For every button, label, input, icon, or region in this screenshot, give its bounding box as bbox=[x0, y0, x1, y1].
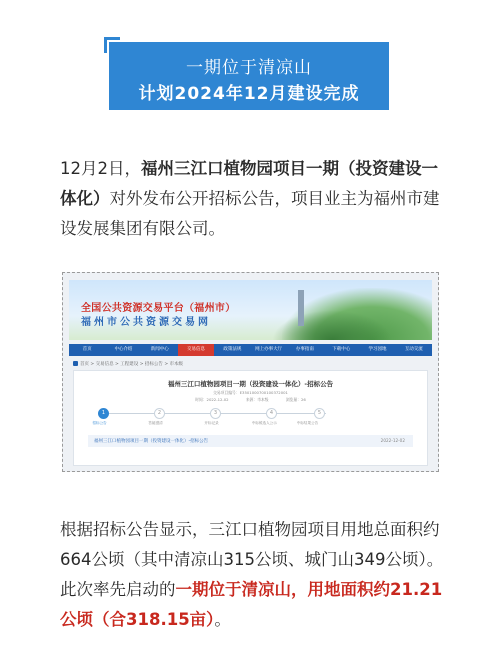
meta-source: 来源：市本级 bbox=[245, 397, 269, 402]
embedded-screenshot bbox=[62, 272, 439, 472]
corner-decoration bbox=[104, 37, 120, 53]
notice-title: 福州三江口植物园项目一期（投资建设一体化）-招标公告 bbox=[167, 380, 334, 388]
step-dot[interactable]: 5 bbox=[314, 408, 325, 419]
meta-views: 浏览量：26 bbox=[285, 397, 306, 402]
site-banner bbox=[69, 280, 432, 340]
hill-graphic bbox=[272, 310, 392, 340]
hero-banner bbox=[109, 42, 389, 110]
nav-item[interactable]: 新闻中心 bbox=[150, 347, 169, 352]
nav-item[interactable]: 下载中心 bbox=[332, 347, 351, 352]
nav-item-active[interactable]: 交易信息 bbox=[178, 344, 214, 356]
notice-row-title[interactable]: 福州三江口植物园项目一期（投资建设一体化）-招标公告 bbox=[94, 439, 209, 444]
site-nav bbox=[69, 344, 432, 356]
paragraph-1 bbox=[60, 154, 445, 244]
notice-card bbox=[73, 370, 428, 466]
nav-item[interactable]: 网上办事大厅 bbox=[255, 347, 283, 352]
nav-item[interactable]: 办事指南 bbox=[295, 347, 314, 352]
hero-line-1: 一期位于清凉山 bbox=[186, 58, 312, 78]
nav-item[interactable]: 中心介绍 bbox=[114, 347, 133, 352]
nav-item[interactable]: 学习园地 bbox=[368, 347, 387, 352]
step-dot[interactable]: 3 bbox=[210, 408, 221, 419]
step-dot[interactable]: 2 bbox=[154, 408, 165, 419]
para1-date: 12月2日， bbox=[60, 159, 141, 178]
step-label: 招标公告 bbox=[92, 421, 107, 425]
nav-item[interactable]: 互动交流 bbox=[404, 347, 423, 352]
para2-text: 根据招标公告显示，三江口植物园项目用地总面积约664公顷（其中清凉山315公顷、城门山349公顷）。此次率先启动的 bbox=[60, 520, 444, 599]
notice-row-date: 2022-12-02 bbox=[380, 438, 405, 443]
paragraph-2 bbox=[60, 515, 445, 635]
home-icon[interactable] bbox=[73, 361, 78, 366]
step-label: 开标记录 bbox=[204, 421, 219, 425]
step-label: 中标结果公告 bbox=[296, 421, 319, 425]
para2-highlight: 一期位于清凉山，用地面积约21.21公顷（合318.15亩） bbox=[60, 580, 443, 629]
step-dot[interactable]: 4 bbox=[266, 408, 277, 419]
breadcrumb-text[interactable]: 首页 > 交易信息 > 工程建设 > 招标公告 > 市本级 bbox=[80, 362, 184, 367]
nav-item[interactable]: 政策法规 bbox=[223, 347, 242, 352]
step-dot[interactable]: 1 bbox=[98, 408, 109, 419]
meta-time: 时间：2022-12-02 bbox=[195, 397, 229, 402]
banner-title: 全国公共资源交易平台（福州市） bbox=[81, 303, 236, 314]
para1-rest: 对外发布公开招标公告，项目业主为福州市建设发展集团有限公司。 bbox=[60, 189, 440, 238]
para1-project-name: 福州三江口植物园项目一期（投资建设一体化） bbox=[60, 159, 438, 208]
step-label: 中标候选人公示 bbox=[251, 421, 277, 425]
notice-row[interactable] bbox=[88, 435, 413, 447]
para2-end: 。 bbox=[214, 610, 231, 629]
banner-subtitle: 福州市公共资源交易网 bbox=[81, 317, 211, 328]
project-number: 交易项目编号：E3501000700100372001 bbox=[213, 390, 288, 395]
nav-item[interactable]: 首页 bbox=[82, 347, 92, 352]
notice-meta bbox=[74, 397, 427, 403]
progress-steps bbox=[92, 407, 326, 429]
tower-graphic bbox=[298, 290, 304, 326]
step-label: 答疑澄清 bbox=[148, 421, 163, 425]
hero-line-2: 计划2024年12月建设完成 bbox=[138, 84, 360, 104]
breadcrumb bbox=[73, 361, 183, 367]
